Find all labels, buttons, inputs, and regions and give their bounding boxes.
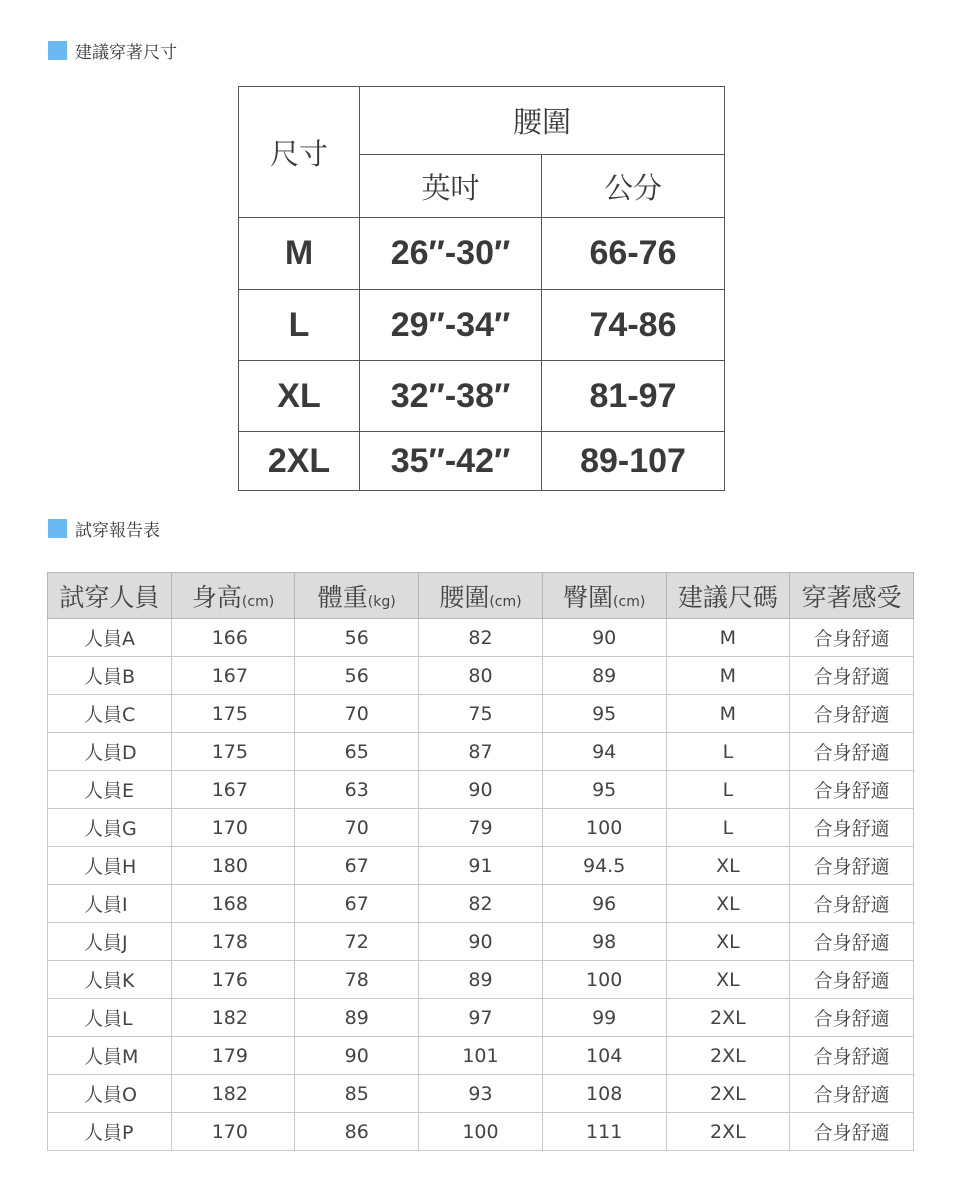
size-cell: M [666, 619, 790, 657]
header-label: 體重 [317, 582, 368, 612]
header-label: 試穿人員 [59, 582, 160, 612]
inch-cell: 26″-30″ [360, 218, 542, 290]
height-cell: 168 [171, 885, 295, 923]
waist-cell: 100 [419, 1113, 543, 1151]
section-title-size [48, 38, 177, 63]
table-row [48, 961, 914, 999]
header-tester [48, 573, 172, 619]
hip-cell: 100 [542, 961, 666, 999]
hip-cell: 96 [542, 885, 666, 923]
section-title-text: 建議穿著尺寸 [75, 43, 177, 63]
weight-cell: 86 [295, 1113, 419, 1151]
weight-cell: 67 [295, 885, 419, 923]
weight-cell: 89 [295, 999, 419, 1037]
hip-cell: 94.5 [542, 847, 666, 885]
tester-cell: 人員L [48, 999, 172, 1037]
table-row [48, 923, 914, 961]
height-cell: 180 [171, 847, 295, 885]
waist-cell: 90 [419, 771, 543, 809]
tester-cell: 人員E [48, 771, 172, 809]
waist-cell: 75 [419, 695, 543, 733]
tester-cell: 人員J [48, 923, 172, 961]
header-hip [542, 573, 666, 619]
header-label: 建議尺碼 [677, 582, 778, 612]
tester-cell: 人員K [48, 961, 172, 999]
header-label: 腰圍 [439, 582, 490, 612]
waist-cell: 80 [419, 657, 543, 695]
hip-cell: 95 [542, 695, 666, 733]
table-row [48, 1075, 914, 1113]
size-row [239, 290, 725, 361]
size-cell: 2XL [239, 432, 360, 491]
size-cell: M [666, 695, 790, 733]
hip-cell: 111 [542, 1113, 666, 1151]
height-cell: 167 [171, 657, 295, 695]
header-label: 穿著感受 [801, 582, 902, 612]
section-marker-icon [48, 519, 67, 538]
inch-cell: 35″-42″ [360, 432, 542, 491]
feeling-cell: 合身舒適 [790, 657, 914, 695]
header-size [666, 573, 790, 619]
waist-header: 腰圍 [360, 87, 725, 155]
size-cell: 2XL [666, 1075, 790, 1113]
waist-cell: 93 [419, 1075, 543, 1113]
section-title-text: 試穿報告表 [75, 521, 160, 541]
waist-cell: 91 [419, 847, 543, 885]
weight-cell: 70 [295, 809, 419, 847]
table-row [48, 809, 914, 847]
height-cell: 179 [171, 1037, 295, 1075]
waist-cell: 79 [419, 809, 543, 847]
table-row [48, 847, 914, 885]
hip-cell: 89 [542, 657, 666, 695]
header-waist [419, 573, 543, 619]
waist-cell: 82 [419, 885, 543, 923]
waist-cell: 89 [419, 961, 543, 999]
weight-cell: 85 [295, 1075, 419, 1113]
feeling-cell: 合身舒適 [790, 1037, 914, 1075]
height-cell: 182 [171, 999, 295, 1037]
table-row [48, 733, 914, 771]
size-cell: XL [666, 961, 790, 999]
hip-cell: 94 [542, 733, 666, 771]
cm-cell: 81-97 [542, 361, 725, 432]
header-unit: (cm) [613, 593, 646, 610]
hip-cell: 95 [542, 771, 666, 809]
size-cell: 2XL [666, 1037, 790, 1075]
size-header: 尺寸 [239, 87, 360, 218]
hip-cell: 100 [542, 809, 666, 847]
hip-cell: 98 [542, 923, 666, 961]
weight-cell: 63 [295, 771, 419, 809]
weight-cell: 72 [295, 923, 419, 961]
header-unit: (cm) [241, 593, 275, 610]
section-marker-icon [48, 41, 67, 60]
size-table [238, 86, 725, 491]
weight-cell: 67 [295, 847, 419, 885]
height-cell: 170 [171, 809, 295, 847]
size-cell: XL [239, 361, 360, 432]
table-row [48, 695, 914, 733]
hip-cell: 99 [542, 999, 666, 1037]
size-cell: M [666, 657, 790, 695]
report-header-row [48, 573, 914, 619]
feeling-cell: 合身舒適 [790, 1113, 914, 1151]
feeling-cell: 合身舒適 [790, 961, 914, 999]
report-table [47, 572, 914, 1151]
section-title-report [48, 516, 160, 541]
weight-cell: 56 [295, 619, 419, 657]
inch-header: 英吋 [360, 155, 542, 218]
height-cell: 170 [171, 1113, 295, 1151]
weight-cell: 56 [295, 657, 419, 695]
height-cell: 166 [171, 619, 295, 657]
tester-cell: 人員I [48, 885, 172, 923]
header-height [171, 573, 295, 619]
header-label: 身高 [191, 582, 242, 612]
table-row [48, 1037, 914, 1075]
cm-header: 公分 [542, 155, 725, 218]
waist-cell: 90 [419, 923, 543, 961]
weight-cell: 65 [295, 733, 419, 771]
hip-cell: 108 [542, 1075, 666, 1113]
size-cell: XL [666, 847, 790, 885]
table-row [48, 657, 914, 695]
inch-cell: 29″-34″ [360, 290, 542, 361]
weight-cell: 70 [295, 695, 419, 733]
hip-cell: 90 [542, 619, 666, 657]
header-weight [295, 573, 419, 619]
cm-cell: 89-107 [542, 432, 725, 491]
feeling-cell: 合身舒適 [790, 733, 914, 771]
feeling-cell: 合身舒適 [790, 809, 914, 847]
header-unit: (kg) [367, 593, 396, 610]
size-row [239, 361, 725, 432]
size-cell: 2XL [666, 1113, 790, 1151]
feeling-cell: 合身舒適 [790, 999, 914, 1037]
size-cell: 2XL [666, 999, 790, 1037]
waist-cell: 101 [419, 1037, 543, 1075]
weight-cell: 90 [295, 1037, 419, 1075]
tester-cell: 人員O [48, 1075, 172, 1113]
table-row [48, 771, 914, 809]
size-cell: XL [666, 923, 790, 961]
size-cell: XL [666, 885, 790, 923]
height-cell: 175 [171, 695, 295, 733]
cm-cell: 74-86 [542, 290, 725, 361]
size-cell: L [666, 771, 790, 809]
height-cell: 175 [171, 733, 295, 771]
cm-cell: 66-76 [542, 218, 725, 290]
hip-cell: 104 [542, 1037, 666, 1075]
header-label: 臀圍 [563, 582, 614, 612]
size-cell: L [666, 809, 790, 847]
table-row [48, 619, 914, 657]
tester-cell: 人員P [48, 1113, 172, 1151]
feeling-cell: 合身舒適 [790, 619, 914, 657]
size-row [239, 432, 725, 491]
header-unit: (cm) [489, 593, 522, 610]
feeling-cell: 合身舒適 [790, 771, 914, 809]
header-feeling [790, 573, 914, 619]
size-cell: L [239, 290, 360, 361]
size-cell: L [666, 733, 790, 771]
tester-cell: 人員A [48, 619, 172, 657]
feeling-cell: 合身舒適 [790, 847, 914, 885]
waist-cell: 87 [419, 733, 543, 771]
tester-cell: 人員H [48, 847, 172, 885]
feeling-cell: 合身舒適 [790, 885, 914, 923]
table-row [48, 885, 914, 923]
height-cell: 167 [171, 771, 295, 809]
height-cell: 182 [171, 1075, 295, 1113]
size-cell: M [239, 218, 360, 290]
feeling-cell: 合身舒適 [790, 695, 914, 733]
waist-cell: 82 [419, 619, 543, 657]
table-row [48, 999, 914, 1037]
height-cell: 176 [171, 961, 295, 999]
tester-cell: 人員C [48, 695, 172, 733]
tester-cell: 人員G [48, 809, 172, 847]
waist-cell: 97 [419, 999, 543, 1037]
size-row [239, 218, 725, 290]
tester-cell: 人員B [48, 657, 172, 695]
feeling-cell: 合身舒適 [790, 923, 914, 961]
inch-cell: 32″-38″ [360, 361, 542, 432]
weight-cell: 78 [295, 961, 419, 999]
tester-cell: 人員M [48, 1037, 172, 1075]
table-row [48, 1113, 914, 1151]
height-cell: 178 [171, 923, 295, 961]
feeling-cell: 合身舒適 [790, 1075, 914, 1113]
tester-cell: 人員D [48, 733, 172, 771]
